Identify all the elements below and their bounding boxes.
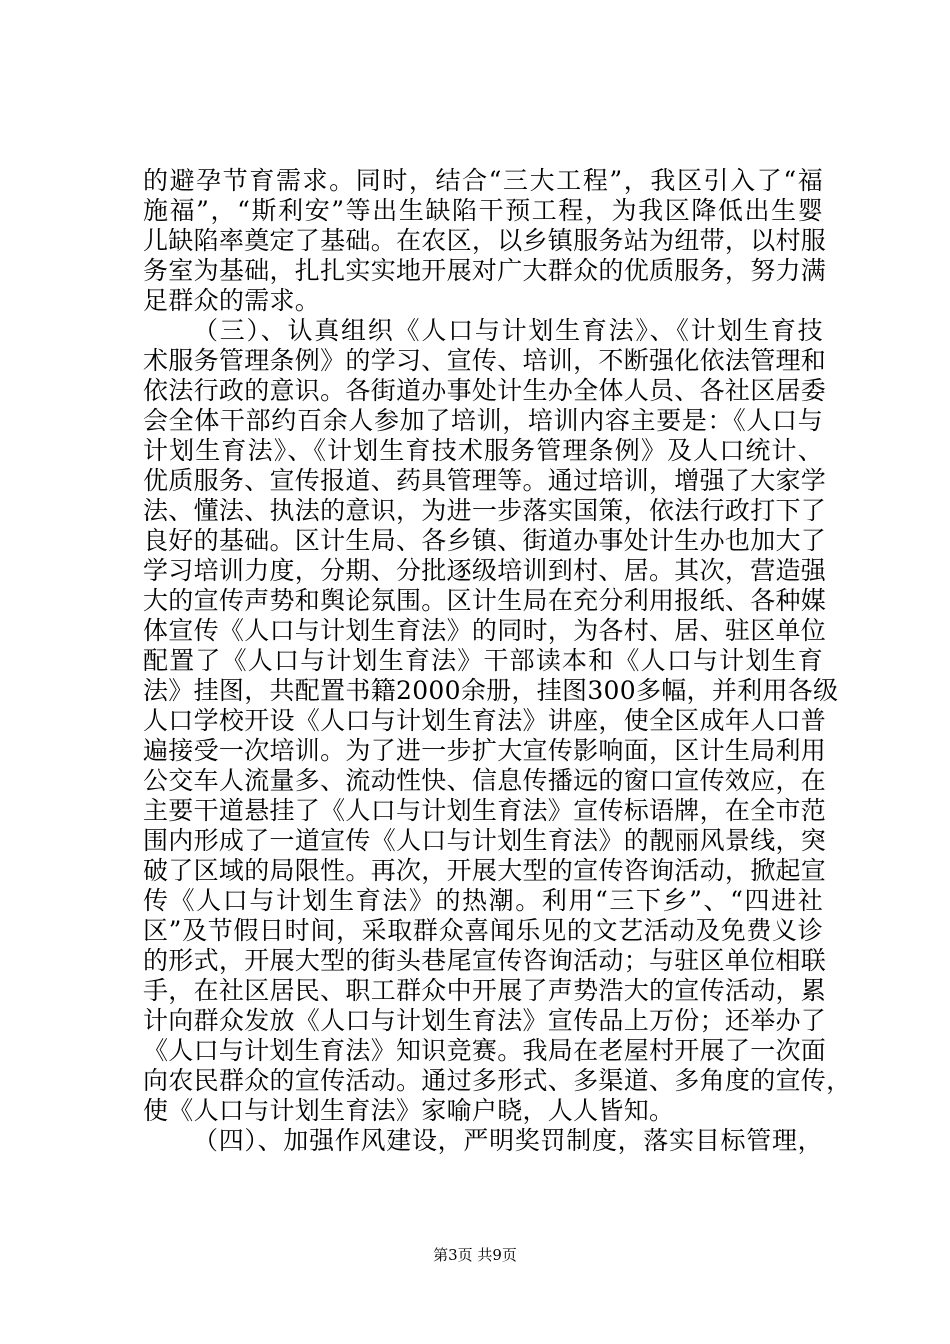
text-line: 大的宣传声势和舆论氛围。区计生局在充分利用报纸、各种媒 xyxy=(143,586,827,615)
text-line: 术服务管理条例》的学习、宣传、培训，不断强化依法管理和 xyxy=(143,346,827,375)
text-line: 施福”，“斯利安”等出生缺陷干预工程，为我区降低出生婴 xyxy=(143,196,823,225)
text-line: 务室为基础，扎扎实实地开展对广大群众的优质服务，努力满 xyxy=(143,256,827,285)
text-line: 法》挂图，共配置书籍2000余册，挂图300多幅，并利用各级 xyxy=(143,676,839,705)
text-line: 传《人口与计划生育法》的热潮。利用“三下乡”、“四进社 xyxy=(143,886,823,915)
paragraph-heading-4: （四）、加强作风建设，严明奖罚制度，落实目标管理， xyxy=(193,1126,823,1155)
text-line: 的形式，开展大型的街头巷尾宣传咨询活动；与驻区单位相联 xyxy=(143,946,827,975)
text-line: 会全体干部约百余人参加了培训，培训内容主要是：《人口与 xyxy=(143,406,823,435)
text-line: 围内形成了一道宣传《人口与计划生育法》的靓丽风景线，突 xyxy=(143,826,827,855)
text-line: 的避孕节育需求。同时，结合“三大工程”，我区引入了“福 xyxy=(143,166,823,195)
paragraph-heading-3: （三）、认真组织《人口与计划生育法》、《计划生育技 xyxy=(193,316,823,345)
text-line: 破了区域的局限性。再次，开展大型的宣传咨询活动，掀起宣 xyxy=(143,856,827,885)
text-line: 足群众的需求。 xyxy=(143,286,321,315)
text-line: 遍接受一次培训。为了进一步扩大宣传影响面，区计生局利用 xyxy=(143,736,827,765)
text-line: 向农民群众的宣传活动。通过多形式、多渠道、多角度的宣传， xyxy=(143,1066,852,1095)
text-line: 学习培训力度，分期、分批逐级培训到村、居。其次，营造强 xyxy=(143,556,827,585)
document-body xyxy=(143,166,852,1156)
text-line: 计向群众发放《人口与计划生育法》宣传品上万份；还举办了 xyxy=(143,1006,827,1035)
text-line: 优质服务、宣传报道、药具管理等。通过培训，增强了大家学 xyxy=(143,466,827,495)
text-line: 配置了《人口与计划生育法》干部读本和《人口与计划生育 xyxy=(143,646,823,675)
page-number-footer: 第3页 共9页 xyxy=(433,1246,517,1264)
text-line: 区”及节假日时间，采取群众喜闻乐见的文艺活动及免费义诊 xyxy=(143,916,823,945)
text-line: 《人口与计划生育法》知识竞赛。我局在老屋村开展了一次面 xyxy=(143,1036,827,1065)
text-line: 法、懂法、执法的意识，为进一步落实国策，依法行政打下了 xyxy=(143,496,827,525)
text-line: 使《人口与计划生育法》家喻户晓，人人皆知。 xyxy=(143,1096,675,1125)
text-line: 计划生育法》、《计划生育技术服务管理条例》及人口统计、 xyxy=(143,436,823,465)
text-line: 人口学校开设《人口与计划生育法》讲座，使全区成年人口普 xyxy=(143,706,827,735)
text-line: 良好的基础。区计生局、各乡镇、街道办事处计生办也加大了 xyxy=(143,526,827,555)
text-line: 公交车人流量多、流动性快、信息传播远的窗口宣传效应，在 xyxy=(143,766,827,795)
text-line: 儿缺陷率奠定了基础。在农区，以乡镇服务站为纽带，以村服 xyxy=(143,226,827,255)
text-line: 主要干道悬挂了《人口与计划生育法》宣传标语牌，在全市范 xyxy=(143,796,827,825)
text-line: 体宣传《人口与计划生育法》的同时，为各村、居、驻区单位 xyxy=(143,616,827,645)
text-line: 手，在社区居民、职工群众中开展了声势浩大的宣传活动，累 xyxy=(143,976,827,1005)
text-line: 依法行政的意识。各街道办事处计生办全体人员、各社区居委 xyxy=(143,376,827,405)
